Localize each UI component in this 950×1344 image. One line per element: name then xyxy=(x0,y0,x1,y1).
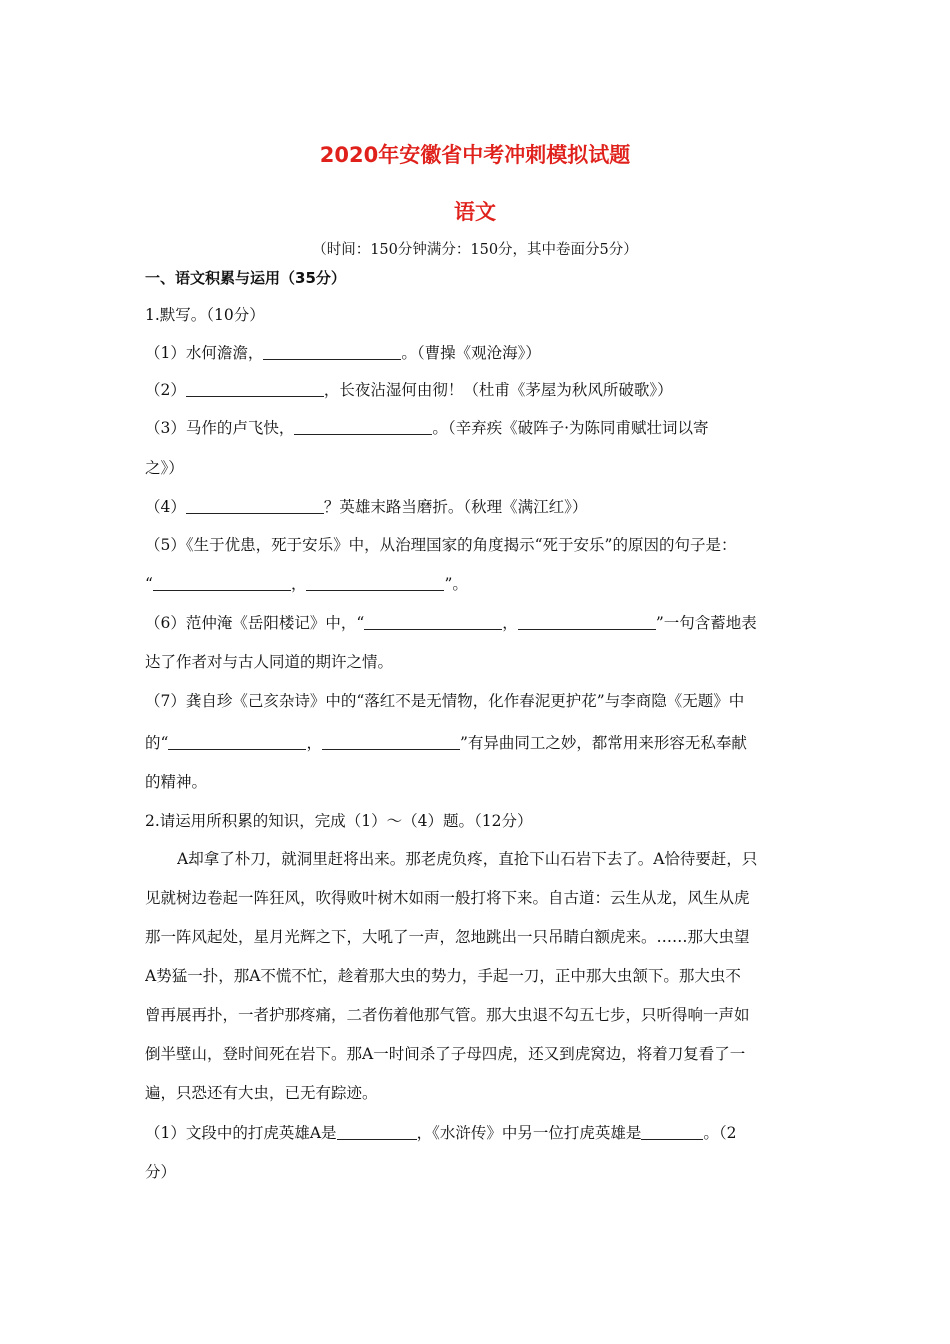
q1-item-7-blanks: 的“ ， ”有异曲同工之妙，都常用来形容无私奉献 xyxy=(145,734,747,752)
q1-item-3: （3）马作的卢飞快， 。（辛弃疾《破阵子·为陈同甫赋壮词以寄 xyxy=(145,419,709,437)
passage-line: A势猛一扑，那A不慌不忙，趁着那大虫的势力，手起一刀，正中那大虫颔下。那大虫不 xyxy=(145,967,741,985)
answer-blank[interactable] xyxy=(263,343,401,360)
passage-line: 见就树边卷起一阵狂风，吹得败叶树木如雨一般打将下来。自古道：云生从龙，风生从虎 xyxy=(145,889,750,907)
answer-blank[interactable] xyxy=(641,1123,703,1140)
q1-item-2: （2） ，长夜沾湿何由彻！（杜甫《茅屋为秋风所破歌》） xyxy=(145,381,673,399)
section-heading: 一、语文积累与运用（35分） xyxy=(145,269,346,287)
q1-item-5: （5）《生于优患，死于安乐》中，从治理国家的角度揭示“死于安乐”的原因的句子是： xyxy=(145,536,737,554)
q1-item-6-cont: 达了作者对与古人同道的期许之情。 xyxy=(145,653,394,671)
answer-blank[interactable] xyxy=(186,380,324,397)
answer-blank[interactable] xyxy=(518,613,656,630)
question-2-heading: 2.请运用所积累的知识，完成（1）～（4）题。（12分） xyxy=(145,812,533,830)
q1-item-3-cont: 之》） xyxy=(145,459,184,477)
answer-blank[interactable] xyxy=(337,1123,417,1140)
passage-line: 遍，只恐还有大虫，已无有踪迹。 xyxy=(145,1084,378,1102)
q1-item-7: （7）龚自珍《己亥杂诗》中的“落红不是无情物，化作春泥更护花”与李商隐《无题》中 xyxy=(145,692,745,710)
exam-time-note: （时间：150分钟满分：150分，其中卷面分5分） xyxy=(312,242,638,258)
answer-blank[interactable] xyxy=(364,613,502,630)
q2-sub-1: （1）文段中的打虎英雄A是 ，《水浒传》中另一位打虎英雄是 。（2 xyxy=(145,1124,737,1142)
subject-title: 语文 xyxy=(454,200,496,224)
answer-blank[interactable] xyxy=(294,418,432,435)
answer-blank[interactable] xyxy=(322,733,460,750)
q2-sub-1-cont: 分） xyxy=(145,1163,177,1181)
q1-item-4: （4） ？英雄末路当磨折。（秋理《满江红》） xyxy=(145,498,588,516)
passage-line: 那一阵风起处，星月光辉之下，大吼了一声，忽地跳出一只吊睛白额虎来。……那大虫望 xyxy=(145,928,750,946)
passage-line: 曾再展再扑，一者护那疼痛，二者伤着他那气管。那大虫退不勾五七步，只听得响一声如 xyxy=(145,1006,750,1024)
question-1-heading: 1.默写。（10分） xyxy=(145,306,265,324)
answer-blank[interactable] xyxy=(153,574,291,591)
q1-item-5-blanks: “ ， ”。 xyxy=(145,575,468,593)
q1-item-1: （1）水何澹澹， 。（曹操《观沧海》） xyxy=(145,344,541,362)
answer-blank[interactable] xyxy=(168,733,306,750)
answer-blank[interactable] xyxy=(306,574,444,591)
q1-item-6: （6）范仲淹《岳阳楼记》中，“ ， ”一句含蓄地表 xyxy=(145,614,757,632)
q1-item-7-cont: 的精神。 xyxy=(145,773,208,791)
exam-title: 2020年安徽省中考冲刺模拟试题 xyxy=(319,143,631,167)
passage-line: A却拿了朴刀，就洞里赶将出来。那老虎负疼，直抢下山石岩下去了。A恰待要赶，只 xyxy=(177,850,758,868)
passage-line: 倒半壁山，登时间死在岩下。那A一时间杀了子母四虎，还又到虎窝边，将着刀复看了一 xyxy=(145,1045,746,1063)
answer-blank[interactable] xyxy=(186,497,324,514)
